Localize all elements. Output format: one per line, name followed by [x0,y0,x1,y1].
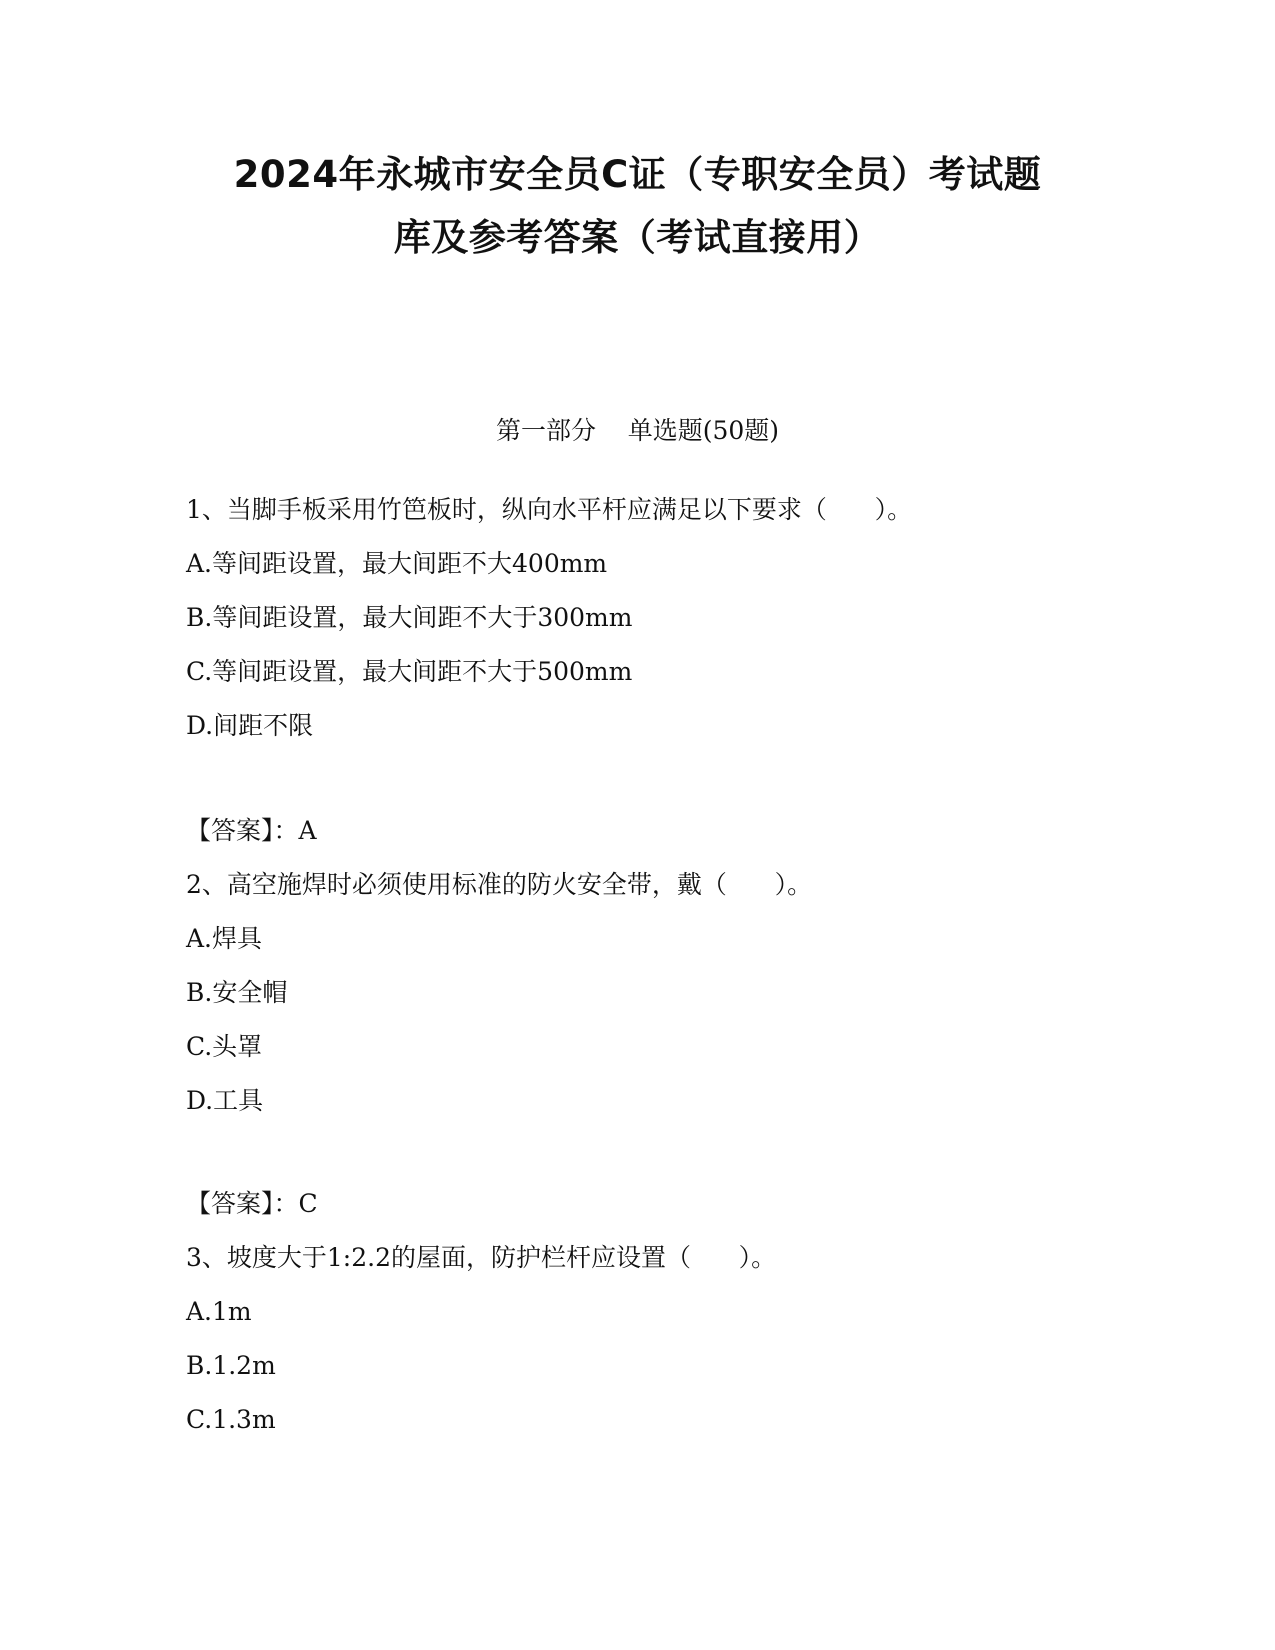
question-3-option-a: A.1m [186,1297,252,1326]
question-3-option-b: B.1.2m [186,1351,276,1380]
question-2-option-d: D.工具 [186,1086,264,1115]
question-1-answer: 【答案】：A [186,816,317,845]
question-2-option-a: A.焊具 [186,924,263,953]
question-3-option-c: C.1.3m [186,1405,276,1434]
question-1-option-b: B.等间距设置，最大间距不大于300mm [186,603,633,632]
document-title-line-2: 库及参考答案（考试直接用） [393,216,882,259]
question-2-stem: 2、高空施焊时必须使用标准的防火安全带，戴（ ）。 [186,870,813,899]
question-1-stem: 1、当脚手板采用竹笆板时，纵向水平杆应满足以下要求（ ）。 [186,495,913,524]
question-3-stem: 3、坡度大于1:2.2的屋面，防护栏杆应设置（ ）。 [186,1243,777,1272]
question-2-option-b: B.安全帽 [186,978,288,1007]
question-1-option-d: D.间距不限 [186,711,314,740]
question-2-answer: 【答案】：C [186,1189,318,1218]
question-1-option-a: A.等间距设置，最大间距不大400mm [186,549,608,578]
document-title-line-1: 2024年永城市安全员C证（专职安全员）考试题 [233,153,1042,196]
question-1-option-c: C.等间距设置，最大间距不大于500mm [186,657,633,686]
question-2-option-c: C.头罩 [186,1032,263,1061]
section-heading: 第一部分 单选题(50题) [495,416,780,445]
